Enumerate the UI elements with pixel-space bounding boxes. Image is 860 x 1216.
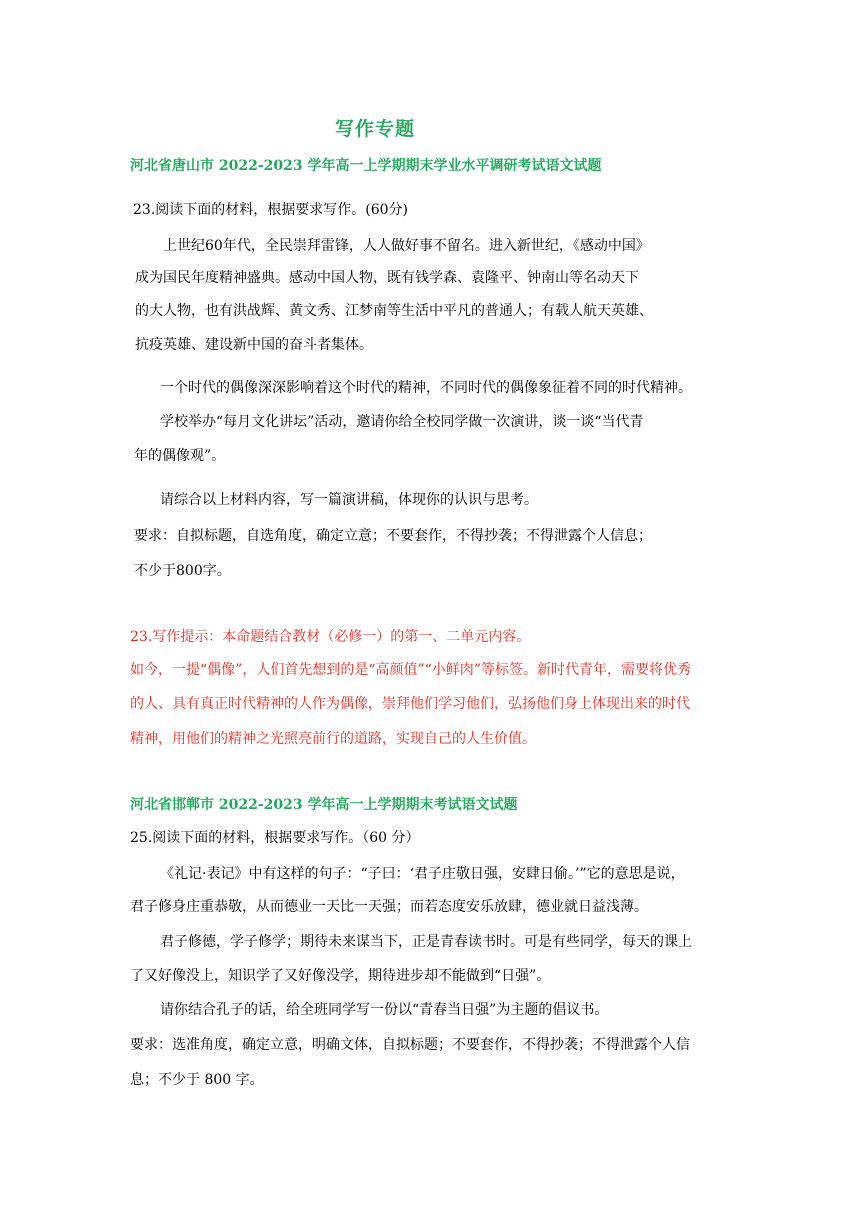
section-heading: 河北省邯郸市 2022-2023 学年高一上学期期末考试语文试题 [130,797,518,813]
requirement-line: 要求：选准角度，确定立意，明确文体，自拟标题；不要套作，不得抄袭；不得泄露个人信 [130,1037,690,1053]
requirement-line: 息；不少于 800 字。 [130,1072,264,1088]
page-title: 写作专题 [335,118,416,140]
body-line: 请综合以上材料内容，写一篇演讲稿，体现你的认识与思考。 [160,492,538,508]
body-line: 学校举办“每月文化讲坛”活动，邀请你给全校同学做一次演讲，谈一谈“当代青 [160,414,644,430]
hint-line: 精神，用他们的精神之光照亮前行的道路，实现自己的人生价值。 [130,731,536,747]
body-line: 年的偶像观”。 [134,448,226,464]
requirement-line: 要求：自拟标题，自选角度，确定立意；不要套作，不得抄袭；不得泄露个人信息； [134,528,652,544]
body-line: 成为国民年度精神盛典。感动中国人物，既有钱学森、袁隆平、钟南山等名动天下 [135,270,639,286]
body-line: 了又好像没上，知识学了又好像没学，期待进步却不能做到“日强”。 [130,968,551,984]
body-line: 的大人物，也有洪战辉、黄文秀、江梦南等生活中平凡的普通人；有载人航天英雄、 [135,303,653,319]
body-line: 上世纪60年代，全民崇拜雷锋，人人做好事不留名。进入新世纪，《感动中国》 [163,238,650,254]
body-line: 君子修德，学子修学；期待未来谋当下，正是青春读书时。可是有些同学，每天的课上 [160,934,692,950]
hint-line: 的人、具有真正时代精神的人作为偶像，崇拜他们学习他们，弘扬他们身上体现出来的时代 [130,696,690,712]
question-line: 25.阅读下面的材料，根据要求写作。（60 分） [130,830,420,846]
body-line: 君子修身庄重恭敬，从而德业一天比一天强；而若态度安乐放肆，德业就日益浅薄。 [130,899,648,915]
body-line: 一个时代的偶像深深影响着这个时代的精神，不同时代的偶像象征着不同的时代精神。 [160,380,692,396]
body-line: 请你结合孔子的话，给全班同学写一份以“青春当日强”为主题的倡议书。 [160,1002,609,1018]
section-heading: 河北省唐山市 2022-2023 学年高一上学期期末学业水平调研考试语文试题 [130,158,602,174]
question-line: 23.阅读下面的材料，根据要求写作。(60分) [133,202,409,218]
requirement-line: 不少于800字。 [134,563,231,579]
body-line: 《礼记·表记》中有这样的句子：“子曰：‘君子庄敬日强，安肆日偷。’”它的意思是说， [160,866,685,882]
hint-line: 23.写作提示：本命题结合教材（必修一）的第一、二单元内容。 [130,629,531,645]
hint-line: 如今，一提“偶像”，人们首先想到的是“高颜值”“小鲜肉”等标签。新时代青年，需要将优秀 [130,662,691,678]
body-line: 抗疫英雄、建设新中国的奋斗者集体。 [135,337,373,353]
